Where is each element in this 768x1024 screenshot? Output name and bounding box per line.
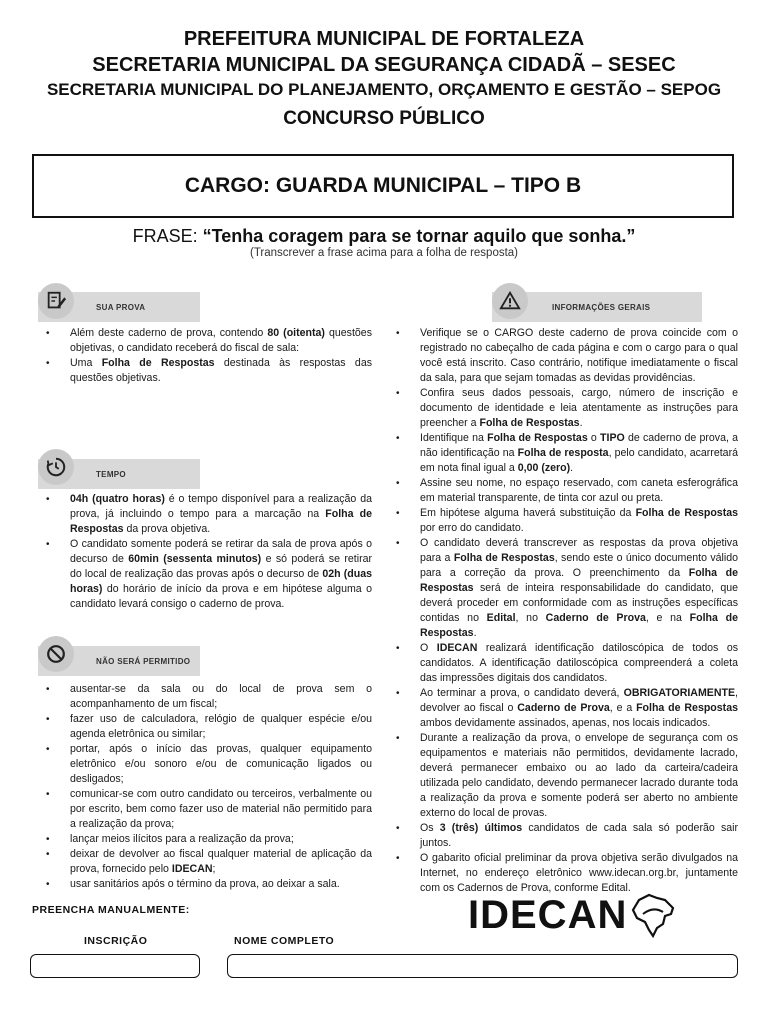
informacoes-list: [382, 326, 738, 896]
bold-text: Folha de Respostas: [101, 357, 215, 369]
list-item: • Durante a realização da prova, o envelope de segurança com os equipamentos e materiais não permitidos, devidamente lacrado, deverá permanecer embaixo ou ao lado da carteira/cadeira utilizada pelo candidato, devendo permanecer lacrado durante toda a realização da prova e somente poderá ser aberto no ambiente externo do local de provas.: [382, 731, 738, 821]
bold-text: Edital: [486, 612, 516, 624]
bold-text: 0,00 (zero): [517, 462, 571, 474]
list-item: • fazer uso de calculadora, relógio de qualquer espécie e/ou agenda eletrônica ou similar;: [32, 712, 372, 742]
list-item: • Além deste caderno de prova, contendo 80 (oitenta) questões objetivas, o candidato receberá do fiscal de sala:: [32, 326, 372, 356]
list-item: • 04h (quatro horas) é o tempo disponível para a realização da prova, já incluindo o tempo para a marcação na Folha de Respostas da prova objetiva.: [32, 492, 372, 537]
tempo-list: [32, 492, 372, 612]
bold-text: IDECAN: [436, 642, 478, 654]
frase-line: [0, 226, 768, 247]
brazil-map-icon: [629, 892, 677, 938]
list-item: • ausentar-se da sala ou do local de prova sem o acompanhamento de um fiscal;: [32, 682, 372, 712]
header-concurso: CONCURSO PÚBLICO: [283, 108, 485, 129]
bold-text: 04h (quatro horas): [70, 493, 165, 505]
sua-prova-list: [32, 326, 372, 386]
pencil-note-icon: [38, 283, 74, 319]
list-item: • portar, após o início das provas, qualquer equipamento eletrônico e/ou sonoro e/ou de comunicação ligados ou desligados;: [32, 742, 372, 787]
list-item: • comunicar-se com outro candidato ou terceiros, verbalmente ou por escrito, bem como fazer uso de material não permitido para a realização da prova;: [32, 787, 372, 832]
section-title: SUA PROVA: [96, 302, 146, 312]
prohibited-icon: [38, 636, 74, 672]
list-item: • Assine seu nome, no espaço reservado, com caneta esferográfica em material transparente, de tinta cor azul ou preta.: [382, 476, 738, 506]
list-item: • deixar de devolver ao fiscal qualquer material de aplicação da prova, fornecido pelo IDECAN;: [32, 847, 372, 877]
list-item: • Identifique na Folha de Respostas o TIPO de caderno de prova, a não identificação na Folha de resposta, pelo candidato, acarretará em nota final igual a 0,00 (zero).: [382, 431, 738, 476]
idecan-logo: [468, 892, 677, 938]
frase-note: (Transcrever a frase acima para a folha de resposta): [249, 247, 519, 259]
list-item: • Os 3 (três) últimos candidatos de cada sala só poderão sair juntos.: [382, 821, 738, 851]
list-item: • O candidato deverá transcrever as respostas da prova objetiva para a Folha de Respostas, sendo este o único documento válido para a correção da prova. O preenchimento da Folha de Respostas será de inteira responsabilidade do candidato, que deverá proceder em conformidade com as instruções específicas contidas no Edital, no Caderno de Prova, e na Folha de Respostas.: [382, 536, 738, 641]
bold-text: OBRIGATORIAMENTE: [623, 687, 736, 699]
cargo-box: CARGO: GUARDA MUNICIPAL – TIPO B: [32, 154, 734, 218]
section-title: INFORMAÇÕES GERAIS: [552, 302, 651, 312]
list-item: • O IDECAN realizará identificação datiloscópica de todos os candidatos. A identificação datiloscópica compreenderá a coleta das impressões digitais dos candidatos.: [382, 641, 738, 686]
bold-text: 80 (oitenta): [267, 327, 325, 339]
list-item: • Uma Folha de Respostas destinada às respostas das questões objetivas.: [32, 356, 372, 386]
list-item: • usar sanitários após o término da prova, ao deixar a sala.: [32, 877, 372, 892]
bold-text: 60min (sessenta minutos): [128, 553, 262, 565]
bold-text: 02h (duas horas): [70, 568, 372, 595]
logo-text: IDECAN: [468, 892, 628, 937]
bold-text: Folha de Respostas: [420, 567, 738, 594]
section-title: TEMPO: [96, 469, 126, 479]
list-item: • lançar meios ilícitos para a realização da prova;: [32, 832, 372, 847]
bold-text: Folha de Respostas: [70, 508, 372, 535]
frase-text: “Tenha coragem para se tornar aquilo que sonha.”: [202, 226, 636, 246]
list-item: • O gabarito oficial preliminar da prova objetiva serão divulgados na Internet, no endereço eletrônico www.idecan.org.br, juntamente com os Cadernos de Prova, conforme Edital.: [382, 851, 738, 896]
bold-text: Caderno de Prova: [517, 702, 610, 714]
bold-text: Folha de Respostas: [487, 432, 588, 444]
list-item: • O candidato somente poderá se retirar da sala de prova após o decurso de 60min (sessenta minutos) e só poderá se retirar do local de realização das provas após o decurso de 02h (duas horas) do horário de início da prova e em hipótese alguma o candidato levará consigo o caderno de prova.: [32, 537, 372, 612]
warning-icon: [492, 283, 528, 319]
nome-completo-label: NOME COMPLETO: [234, 935, 335, 947]
list-item: • Confira seus dados pessoais, cargo, número de inscrição e documento de identidade e leia atentamente as instruções para preencher a Folha de Respostas.: [382, 386, 738, 431]
bold-text: Caderno de Prova: [545, 612, 646, 624]
bold-text: Folha de Respostas: [479, 417, 580, 429]
header-sesec: SECRETARIA MUNICIPAL DA SEGURANÇA CIDADÃ – SESEC: [92, 54, 676, 76]
header-prefeitura: PREFEITURA MUNICIPAL DE FORTALEZA: [183, 28, 585, 50]
nao-permitido-list: [32, 682, 372, 892]
nome-completo-field[interactable]: [227, 954, 738, 978]
clock-icon: [38, 449, 74, 485]
bold-text: Folha de Respostas: [635, 507, 739, 519]
page-header: [0, 0, 768, 134]
list-item: • Verifique se o CARGO deste caderno de prova coincide com o registrado no cabeçalho de cada página e com o cargo para o qual você está inscrito. Caso contrário, notifique imediatamente o fiscal da sala, para que sejam tomadas as devidas providências.: [382, 326, 738, 386]
bold-text: Folha de resposta: [517, 447, 609, 459]
frase-label: FRASE:: [132, 226, 203, 246]
bold-text: Folha de Respostas: [453, 552, 555, 564]
bold-text: 3 (três) últimos: [439, 822, 523, 834]
bold-text: Folha de Respostas: [636, 702, 738, 714]
bold-text: Folha de Respostas: [420, 612, 738, 639]
inscricao-label: INSCRIÇÃO: [84, 935, 148, 947]
inscricao-field[interactable]: [30, 954, 200, 978]
bold-text: IDECAN: [171, 863, 213, 875]
bold-text: TIPO: [600, 432, 625, 444]
section-title: NÃO SERÁ PERMITIDO: [96, 656, 191, 666]
list-item: • Em hipótese alguma haverá substituição da Folha de Respostas por erro do candidato.: [382, 506, 738, 536]
preencha-title: PREENCHA MANUALMENTE:: [32, 904, 190, 916]
header-sepog: SECRETARIA MUNICIPAL DO PLANEJAMENTO, ORÇAMENTO E GESTÃO – SEPOG: [46, 80, 722, 99]
list-item: • Ao terminar a prova, o candidato deverá, OBRIGATORIAMENTE, devolver ao fiscal o Caderno de Prova, e a Folha de Respostas ambos devidamente assinados, apenas, nos locais indicados.: [382, 686, 738, 731]
